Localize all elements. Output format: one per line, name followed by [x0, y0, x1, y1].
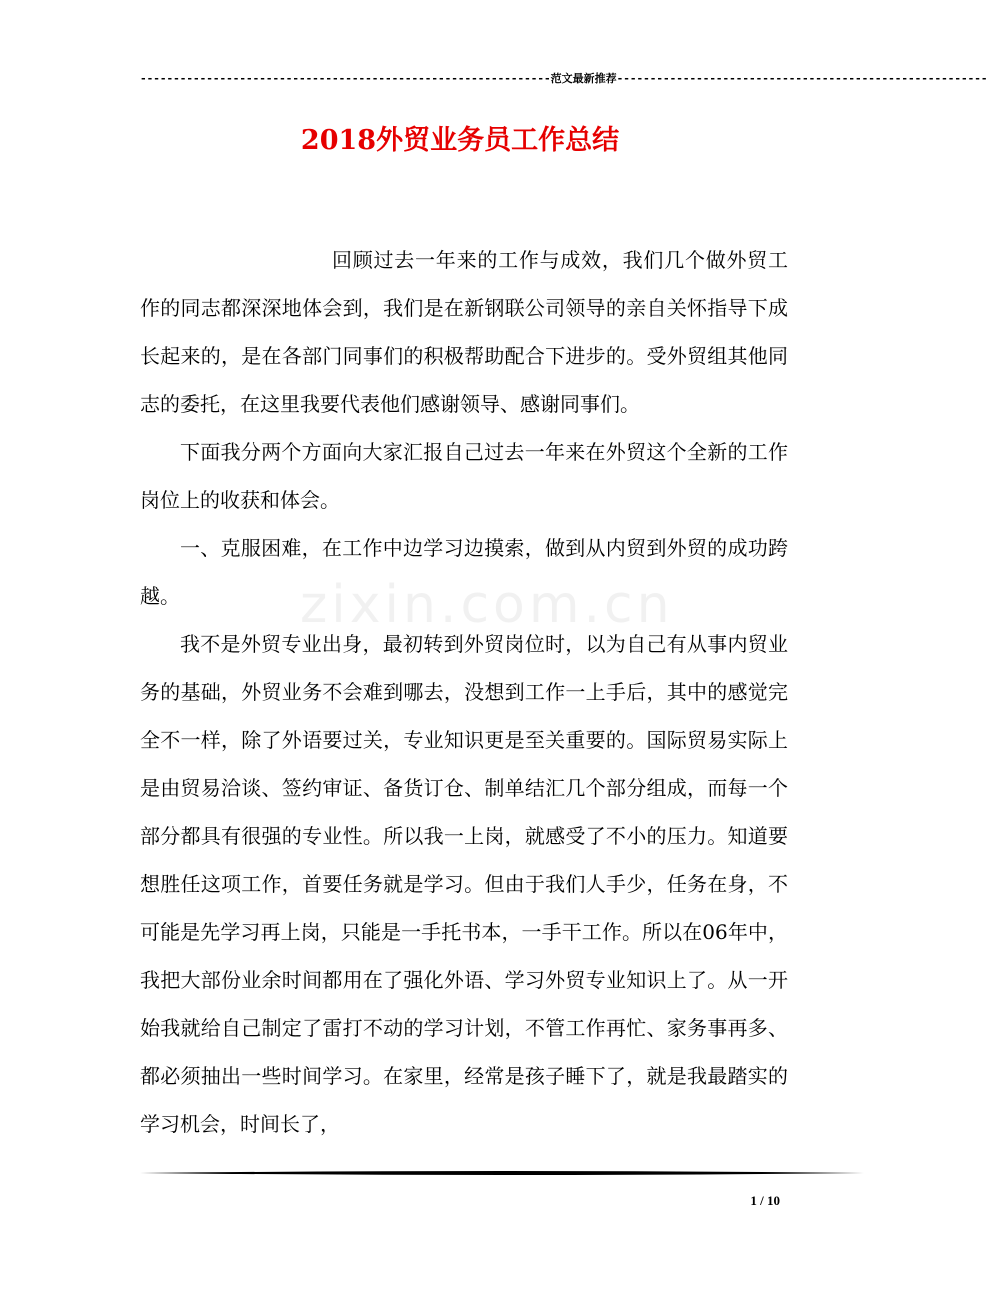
- section-heading: 一、克服困难，在工作中边学习边摸索，做到从内贸到外贸的成功跨越。: [140, 536, 788, 608]
- watermark: zixin.com.cn: [300, 575, 674, 635]
- page-number: 1 / 10: [750, 1193, 780, 1208]
- document-title: 2018外贸业务员工作总结: [300, 125, 620, 156]
- page-header: --------------------------------------------------------------范文最新推荐--------------------------------------------------------: [140, 72, 987, 85]
- paragraph: 我不是外贸专业出身，最初转到外贸岗位时，以为自己有从事内贸业务的基础，外贸业务不会难到哪去，没想到工作一上手后，其中的感觉完全不一样，除了外语要过关，专业知识更是至关重要的。国际贸易实际上是由贸易洽谈、签约审证、备货订仓、制单结汇几个部分组成，而每一个部分都具有很强的专业性。所以我一上岗，就感受了不小的压力。知道要想胜任这项工作，首要任务就是学习。但由于我们人手少，任务在身，不可能是先学习再上岗，只能是一手托书本，一手干工作。所以在06年中，我把大部份业余时间都用在了强化外语、学习外贸专业知识上了。从一开始我就给自己制定了雷打不动的学习计划，不管工作再忙、家务事再多、都必须抽出一些时间学习。在家里，经常是孩子睡下了，就是我最踏实的学习机会，时间长了，: [140, 632, 788, 1136]
- footer-divider: [140, 1170, 864, 1176]
- paragraph: 下面我分两个方面向大家汇报自己过去一年来在外贸这个全新的工作岗位上的收获和体会。: [140, 440, 788, 512]
- document-body: [140, 236, 788, 1148]
- paragraph: 回顾过去一年来的工作与成效，我们几个做外贸工作的同志都深深地体会到，我们是在新钢联公司领导的亲自关怀指导下成长起来的，是在各部门同事们的积极帮助配合下进步的。受外贸组其他同志的委托，在这里我要代表他们感谢领导、感谢同事们。: [140, 248, 788, 416]
